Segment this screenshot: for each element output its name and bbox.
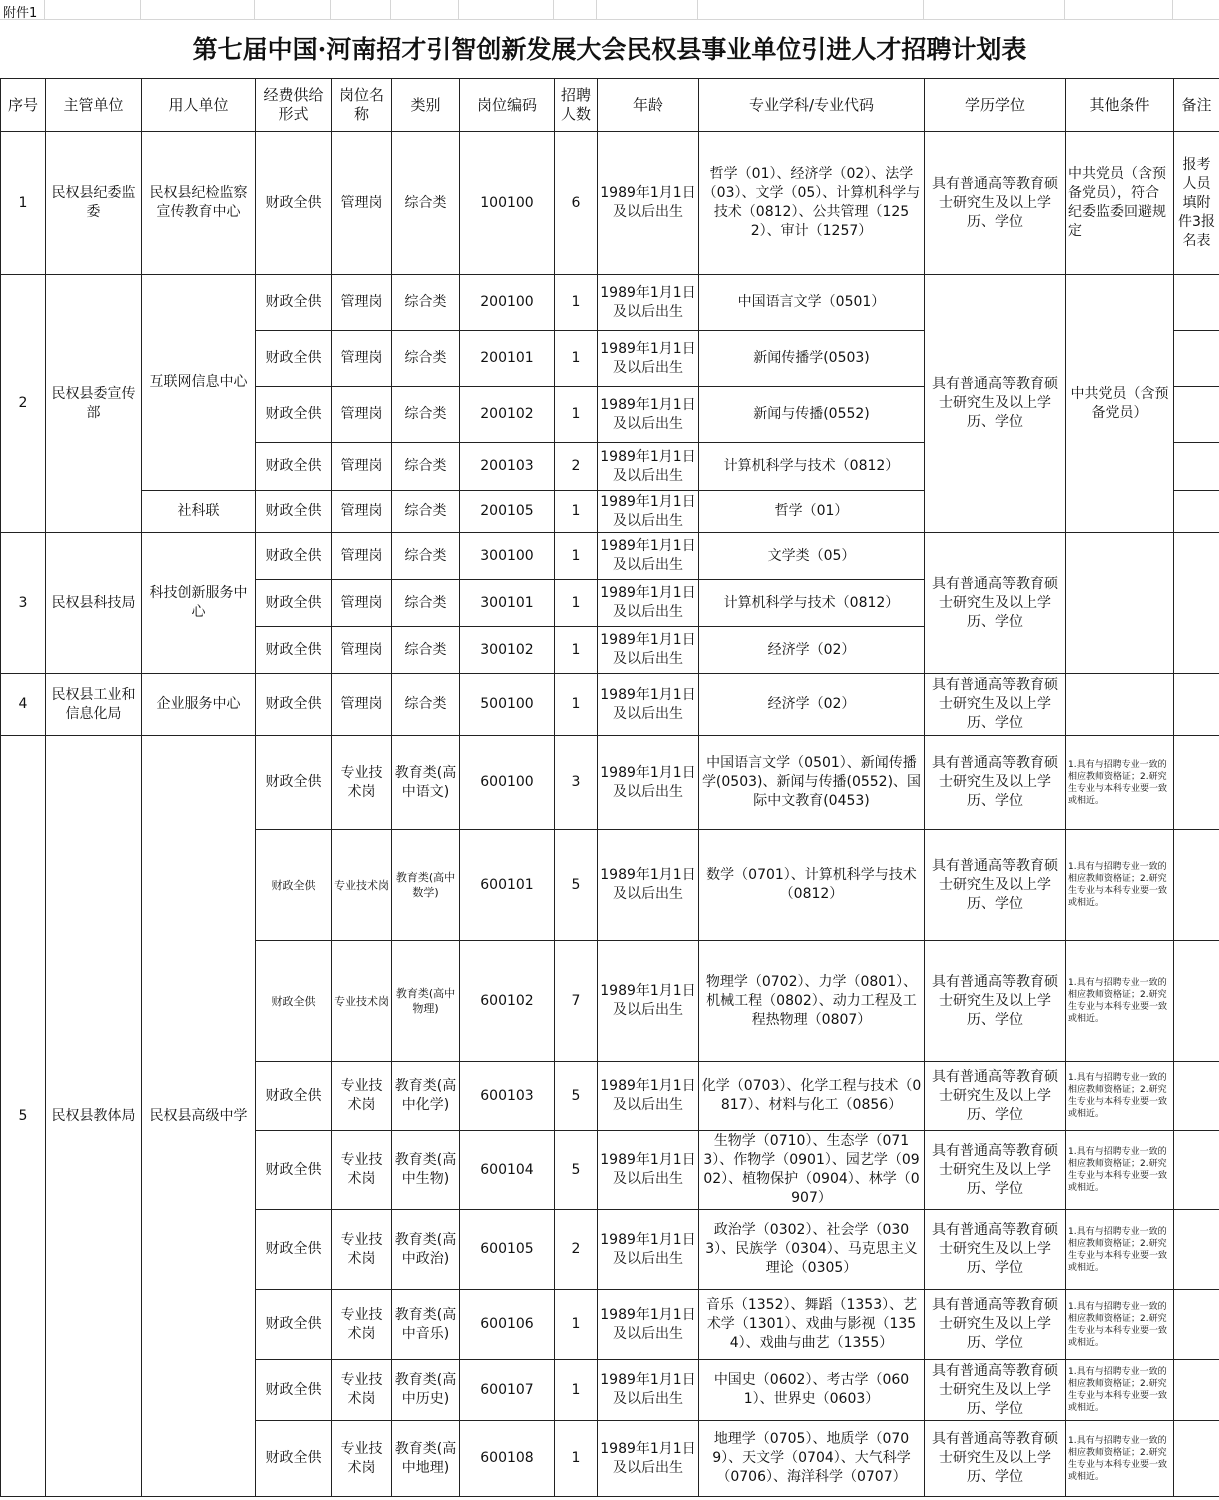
age-cell: 1989年1月1日及以后出生 <box>598 736 699 830</box>
category-cell: 教育类(高中化学) <box>392 1062 460 1131</box>
post-cell: 管理岗 <box>332 491 392 533</box>
post-cell: 专业技术岗 <box>332 1421 392 1497</box>
education-cell: 具有普通高等教育硕士研究生及以上学历、学位 <box>925 1131 1066 1210</box>
fund-cell: 财政全供 <box>256 1360 332 1421</box>
count-cell: 1 <box>555 331 598 387</box>
count-cell: 1 <box>555 275 598 331</box>
group-number: 5 <box>1 736 46 1497</box>
education-cell: 具有普通高等教育硕士研究生及以上学历、学位 <box>925 1210 1066 1290</box>
count-cell: 1 <box>555 627 598 674</box>
other-conditions-cell: 1.具有与招聘专业一致的相应教师资格证；2.研究生专业与本科专业要一致或相近。 <box>1066 1421 1174 1497</box>
major-cell: 音乐（1352）、舞蹈（1353）、艺术学（1301）、戏曲与影视（1354）、戏曲与曲艺（1355） <box>699 1290 925 1360</box>
major-cell: 政治学（0302）、社会学（0303）、民族学（0304）、马克思主义理论（0305） <box>699 1210 925 1290</box>
category-cell: 教育类(高中地理) <box>392 1421 460 1497</box>
table-row <box>1 736 1219 830</box>
post-cell: 管理岗 <box>332 275 392 331</box>
code-cell: 300100 <box>460 533 555 580</box>
category-cell: 教育类(高中音乐) <box>392 1290 460 1360</box>
age-cell: 1989年1月1日及以后出生 <box>598 1360 699 1421</box>
code-cell: 600104 <box>460 1131 555 1210</box>
other-conditions-cell: 1.具有与招聘专业一致的相应教师资格证；2.研究生专业与本科专业要一致或相近。 <box>1066 1210 1174 1290</box>
count-cell: 1 <box>555 491 598 533</box>
category-cell: 综合类 <box>392 491 460 533</box>
remark-cell <box>1174 491 1219 533</box>
code-cell: 100100 <box>460 132 555 275</box>
post-cell: 管理岗 <box>332 580 392 627</box>
header-cell: 招聘人数 <box>555 79 598 132</box>
major-cell: 计算机科学与技术（0812） <box>699 580 925 627</box>
fund-cell: 财政全供 <box>256 1210 332 1290</box>
fund-cell: 财政全供 <box>256 491 332 533</box>
category-cell: 综合类 <box>392 443 460 491</box>
remark-cell <box>1174 1062 1219 1131</box>
category-cell: 综合类 <box>392 275 460 331</box>
code-cell: 200102 <box>460 387 555 443</box>
count-cell: 2 <box>555 1210 598 1290</box>
remark-cell <box>1174 1290 1219 1360</box>
employer-unit: 民权县纪检监察宣传教育中心 <box>142 132 256 275</box>
code-cell: 300101 <box>460 580 555 627</box>
count-cell: 5 <box>555 1131 598 1210</box>
remark-cell: 报考人员填附件3报名表 <box>1174 132 1219 275</box>
category-cell: 综合类 <box>392 387 460 443</box>
category-cell: 教育类(高中物理) <box>392 941 460 1062</box>
count-cell: 1 <box>555 1360 598 1421</box>
other-conditions-cell: 1.具有与招聘专业一致的相应教师资格证；2.研究生专业与本科专业要一致或相近。 <box>1066 830 1174 941</box>
other-conditions-cell: 中共党员（含预备党员），符合纪委监委回避规定 <box>1066 132 1174 275</box>
header-cell: 岗位名称 <box>332 79 392 132</box>
count-cell: 5 <box>555 1062 598 1131</box>
supervising-dept: 民权县教体局 <box>46 736 142 1497</box>
education-text: 具有普通高等教育硕士研究生及以上学历、学位 <box>932 677 1058 731</box>
supervising-dept: 民权县工业和信息化局 <box>46 674 142 736</box>
age-cell: 1989年1月1日及以后出生 <box>598 941 699 1062</box>
other-conditions-cell: 1.具有与招聘专业一致的相应教师资格证；2.研究生专业与本科专业要一致或相近。 <box>1066 941 1174 1062</box>
major-cell: 中国语言文学（0501）、新闻传播学(0503)、新闻与传播(0552)、国际中文教育(0453) <box>699 736 925 830</box>
category-cell: 教育类(高中生物) <box>392 1131 460 1210</box>
employer-unit: 社科联 <box>142 491 256 533</box>
supervising-dept: 民权县科技局 <box>46 533 142 674</box>
category-cell: 教育类(高中语文) <box>392 736 460 830</box>
code-cell: 300102 <box>460 627 555 674</box>
age-cell <box>598 533 699 580</box>
post-cell: 专业技术岗 <box>332 1210 392 1290</box>
group-number: 3 <box>1 533 46 674</box>
code-cell: 500100 <box>460 674 555 736</box>
age-text: 1989年1月1日及以后出生 <box>600 493 696 529</box>
count-cell: 6 <box>555 132 598 275</box>
category-cell: 综合类 <box>392 674 460 736</box>
education-cell <box>925 674 1066 736</box>
employer-unit: 民权县高级中学 <box>142 736 256 1497</box>
code-cell: 200105 <box>460 491 555 533</box>
major-cell: 化学（0703）、化学工程与技术（0817）、材料与化工（0856） <box>699 1062 925 1131</box>
code-cell: 600105 <box>460 1210 555 1290</box>
age-text: 1989年1月1日及以后出生 <box>600 340 696 376</box>
education-cell: 具有普通高等教育硕士研究生及以上学历、学位 <box>925 1290 1066 1360</box>
count-cell: 1 <box>555 1290 598 1360</box>
category-cell: 综合类 <box>392 331 460 387</box>
header-cell: 年龄 <box>598 79 699 132</box>
education-cell: 具有普通高等教育硕士研究生及以上学历、学位 <box>925 533 1066 674</box>
count-cell: 1 <box>555 580 598 627</box>
employer-unit: 互联网信息中心 <box>142 275 256 491</box>
count-cell: 2 <box>555 443 598 491</box>
remark-cell <box>1174 1360 1219 1421</box>
age-cell: 1989年1月1日及以后出生 <box>598 1290 699 1360</box>
count-cell: 7 <box>555 941 598 1062</box>
education-cell: 具有普通高等教育硕士研究生及以上学历、学位 <box>925 1421 1066 1497</box>
major-cell: 中国史（0602）、考古学（0601）、世界史（0603） <box>699 1360 925 1421</box>
age-text: 1989年1月1日及以后出生 <box>600 538 696 573</box>
fund-cell: 财政全供 <box>256 941 332 1062</box>
age-cell <box>598 491 699 533</box>
post-cell: 专业技术岗 <box>332 1131 392 1210</box>
education-cell: 具有普通高等教育硕士研究生及以上学历、学位 <box>925 830 1066 941</box>
age-cell: 1989年1月1日及以后出生 <box>598 674 699 736</box>
age-cell <box>598 331 699 387</box>
remark-cell <box>1174 736 1219 830</box>
education-cell: 具有普通高等教育硕士研究生及以上学历、学位 <box>925 1360 1066 1421</box>
remark-cell <box>1174 387 1219 443</box>
header-cell: 备注 <box>1174 79 1219 132</box>
education-cell: 具有普通高等教育硕士研究生及以上学历、学位 <box>925 941 1066 1062</box>
age-cell: 1989年1月1日及以后出生 <box>598 1062 699 1131</box>
age-cell <box>598 387 699 443</box>
code-cell: 600107 <box>460 1360 555 1421</box>
fund-cell: 财政全供 <box>256 1290 332 1360</box>
post-cell: 管理岗 <box>332 443 392 491</box>
code-cell: 200101 <box>460 331 555 387</box>
code-cell: 200100 <box>460 275 555 331</box>
age-cell: 1989年1月1日及以后出生 <box>598 1421 699 1497</box>
group-number: 2 <box>1 275 46 533</box>
major-cell: 生物学（0710）、生态学（0713）、作物学（0901）、园艺学（0902）、植物保护（0904）、林学（0907） <box>699 1131 925 1210</box>
fund-cell: 财政全供 <box>256 1421 332 1497</box>
fund-cell: 财政全供 <box>256 275 332 331</box>
group-number: 1 <box>1 132 46 275</box>
count-cell: 1 <box>555 533 598 580</box>
fund-cell: 财政全供 <box>256 830 332 941</box>
remark-cell <box>1174 830 1219 941</box>
header-cell: 学历学位 <box>925 79 1066 132</box>
major-cell: 物理学（0702）、力学（0801）、机械工程（0802）、动力工程及工程热物理（0807） <box>699 941 925 1062</box>
age-cell: 1989年1月1日及以后出生 <box>598 830 699 941</box>
employer-unit: 科技创新服务中心 <box>142 533 256 674</box>
code-cell: 600103 <box>460 1062 555 1131</box>
code-cell: 600108 <box>460 1421 555 1497</box>
age-cell <box>598 443 699 491</box>
remark-cell <box>1174 941 1219 1062</box>
count-cell: 5 <box>555 830 598 941</box>
age-text: 1989年1月1日及以后出生 <box>600 632 696 667</box>
post-cell: 专业技术岗 <box>332 1062 392 1131</box>
fund-cell: 财政全供 <box>256 387 332 443</box>
category-cell: 综合类 <box>392 533 460 580</box>
age-cell <box>598 275 699 331</box>
remark-cell <box>1174 1131 1219 1210</box>
code-cell: 200103 <box>460 443 555 491</box>
table-row <box>1 533 1219 580</box>
header-cell: 主管单位 <box>46 79 142 132</box>
fund-cell: 财政全供 <box>256 627 332 674</box>
remark-cell <box>1174 1421 1219 1497</box>
attachment-label: 附件1 <box>3 6 38 21</box>
major-cell: 数学（0701）、计算机科学与技术（0812） <box>699 830 925 941</box>
post-cell: 专业技术岗 <box>332 736 392 830</box>
count-cell: 1 <box>555 1421 598 1497</box>
other-conditions-cell: 1.具有与招聘专业一致的相应教师资格证；2.研究生专业与本科专业要一致或相近。 <box>1066 1131 1174 1210</box>
category-cell: 综合类 <box>392 132 460 275</box>
count-cell: 1 <box>555 674 598 736</box>
major-cell: 中国语言文学（0501） <box>699 275 925 331</box>
major-cell: 经济学（02） <box>699 674 925 736</box>
major-cell: 新闻与传播(0552) <box>699 387 925 443</box>
remark-cell <box>1174 533 1219 674</box>
table-row <box>1 674 1219 736</box>
category-cell: 综合类 <box>392 627 460 674</box>
header-cell: 其他条件 <box>1066 79 1174 132</box>
header-cell: 类别 <box>392 79 460 132</box>
header-cell: 用人单位 <box>142 79 256 132</box>
supervising-dept: 民权县纪委监委 <box>46 132 142 275</box>
header-cell: 岗位编码 <box>460 79 555 132</box>
post-cell: 专业技术岗 <box>332 1360 392 1421</box>
other-conditions-cell: 1.具有与招聘专业一致的相应教师资格证；2.研究生专业与本科专业要一致或相近。 <box>1066 736 1174 830</box>
header-cell: 专业学科/专业代码 <box>699 79 925 132</box>
post-cell: 管理岗 <box>332 533 392 580</box>
age-cell: 1989年1月1日及以后出生 <box>598 1210 699 1290</box>
other-conditions-cell: 1.具有与招聘专业一致的相应教师资格证；2.研究生专业与本科专业要一致或相近。 <box>1066 1062 1174 1131</box>
remark-cell <box>1174 443 1219 491</box>
age-text: 1989年1月1日及以后出生 <box>600 585 696 620</box>
education-cell: 具有普通高等教育硕士研究生及以上学历、学位 <box>925 736 1066 830</box>
page-title: 第七届中国·河南招才引智创新发展大会民权县事业单位引进人才招聘计划表 <box>192 35 1027 64</box>
group-number: 4 <box>1 674 46 736</box>
post-cell: 管理岗 <box>332 627 392 674</box>
fund-cell: 财政全供 <box>256 443 332 491</box>
other-conditions-cell <box>1066 533 1174 674</box>
employer-unit: 企业服务中心 <box>142 674 256 736</box>
fund-cell: 财政全供 <box>256 674 332 736</box>
remark-cell <box>1174 674 1219 736</box>
education-cell: 具有普通高等教育硕士研究生及以上学历、学位 <box>925 132 1066 275</box>
age-text: 1989年1月1日及以后出生 <box>600 448 696 484</box>
recruitment-table <box>0 78 1219 1497</box>
category-cell: 综合类 <box>392 580 460 627</box>
fund-cell: 财政全供 <box>256 1131 332 1210</box>
fund-cell: 财政全供 <box>256 580 332 627</box>
fund-cell: 财政全供 <box>256 1062 332 1131</box>
other-conditions-cell <box>1066 674 1174 736</box>
fund-cell: 财政全供 <box>256 736 332 830</box>
code-cell: 600100 <box>460 736 555 830</box>
category-cell: 教育类(高中数学) <box>392 830 460 941</box>
major-cell: 哲学（01） <box>699 491 925 533</box>
remark-cell <box>1174 331 1219 387</box>
post-cell: 管理岗 <box>332 387 392 443</box>
supervising-dept: 民权县委宣传部 <box>46 275 142 533</box>
fund-cell: 财政全供 <box>256 533 332 580</box>
major-cell: 哲学（01）、经济学（02）、法学（03）、文学（05）、计算机科学与技术（0812）、公共管理（1252）、审计（1257） <box>699 132 925 275</box>
major-cell: 计算机科学与技术（0812） <box>699 443 925 491</box>
code-cell: 600101 <box>460 830 555 941</box>
header-cell: 经费供给形式 <box>256 79 332 132</box>
major-cell: 经济学（02） <box>699 627 925 674</box>
code-cell: 600102 <box>460 941 555 1062</box>
post-cell: 管理岗 <box>332 674 392 736</box>
post-cell: 专业技术岗 <box>332 1290 392 1360</box>
other-conditions-cell: 1.具有与招聘专业一致的相应教师资格证；2.研究生专业与本科专业要一致或相近。 <box>1066 1360 1174 1421</box>
other-conditions-cell: 1.具有与招聘专业一致的相应教师资格证；2.研究生专业与本科专业要一致或相近。 <box>1066 1290 1174 1360</box>
header-row <box>1 79 1219 132</box>
fund-cell: 财政全供 <box>256 331 332 387</box>
other-conditions-cell: 中共党员（含预备党员） <box>1066 275 1174 533</box>
post-cell: 专业技术岗 <box>332 941 392 1062</box>
table-row <box>1 132 1219 275</box>
education-cell: 具有普通高等教育硕士研究生及以上学历、学位 <box>925 275 1066 533</box>
major-cell: 地理学（0705）、地质学（0709）、天文学（0704）、大气科学（0706）、海洋科学（0707） <box>699 1421 925 1497</box>
category-cell: 教育类(高中政治) <box>392 1210 460 1290</box>
header-cell: 序号 <box>1 79 46 132</box>
post-cell: 管理岗 <box>332 331 392 387</box>
age-text: 1989年1月1日及以后出生 <box>600 396 696 432</box>
remark-cell <box>1174 1210 1219 1290</box>
table-row <box>1 275 1219 331</box>
age-cell <box>598 580 699 627</box>
age-text: 1989年1月1日及以后出生 <box>600 284 696 320</box>
category-cell: 教育类(高中历史) <box>392 1360 460 1421</box>
education-cell: 具有普通高等教育硕士研究生及以上学历、学位 <box>925 1062 1066 1131</box>
post-cell: 专业技术岗 <box>332 830 392 941</box>
count-cell: 3 <box>555 736 598 830</box>
post-cell: 管理岗 <box>332 132 392 275</box>
grid-top-row <box>0 0 1219 20</box>
major-cell: 文学类（05） <box>699 533 925 580</box>
code-cell: 600106 <box>460 1290 555 1360</box>
fund-cell: 财政全供 <box>256 132 332 275</box>
age-cell: 1989年1月1日及以后出生 <box>598 132 699 275</box>
age-cell <box>598 627 699 674</box>
major-cell: 新闻传播学(0503) <box>699 331 925 387</box>
age-cell: 1989年1月1日及以后出生 <box>598 1131 699 1210</box>
remark-cell <box>1174 275 1219 331</box>
count-cell: 1 <box>555 387 598 443</box>
